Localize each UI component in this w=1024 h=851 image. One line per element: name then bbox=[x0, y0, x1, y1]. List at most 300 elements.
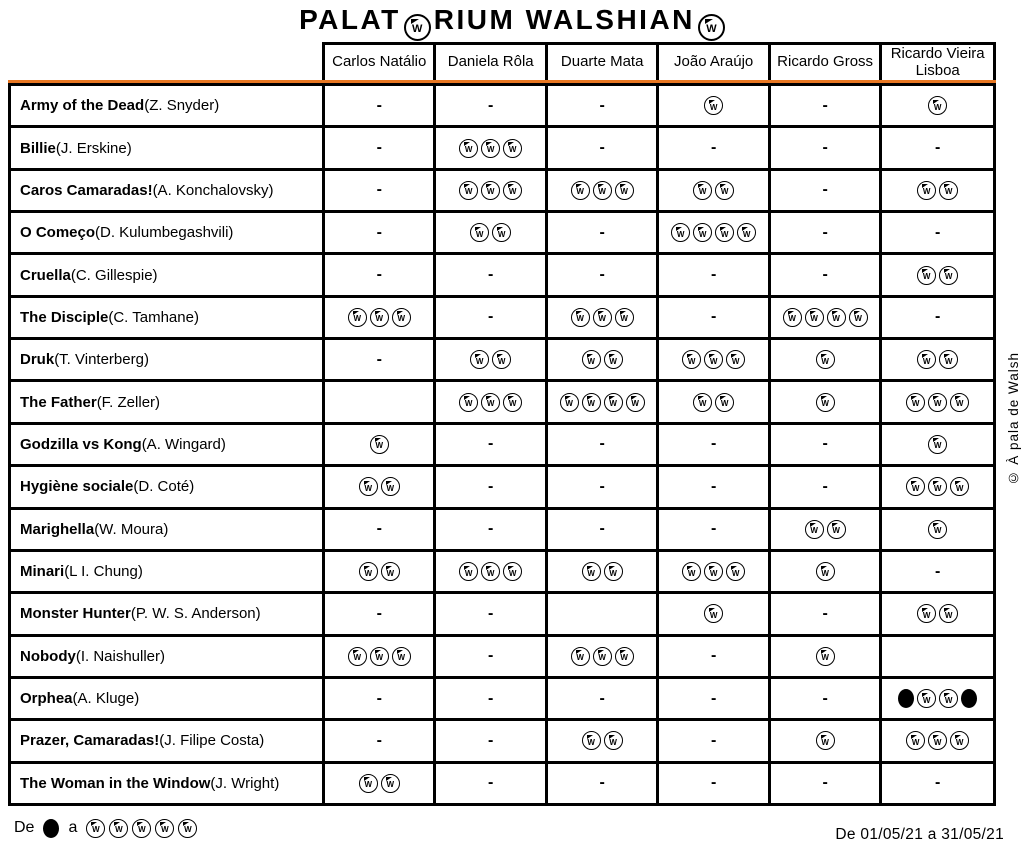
dash-mark: - bbox=[710, 266, 717, 284]
walsh-logo-icon: W bbox=[939, 350, 958, 369]
walsh-logo-icon: W bbox=[917, 181, 936, 200]
rating-cell bbox=[325, 298, 433, 337]
rating-cell bbox=[548, 213, 656, 252]
walsh-logo-icon: W bbox=[939, 604, 958, 623]
dash-mark: - bbox=[599, 96, 605, 114]
film-title: O Começo bbox=[20, 224, 96, 242]
walsh-logo-icon: W bbox=[928, 393, 947, 412]
rating-cell bbox=[325, 552, 433, 591]
walsh-logo-icon: W bbox=[827, 308, 846, 327]
rating-cell bbox=[325, 128, 433, 167]
walsh-logo-icon: W bbox=[481, 562, 500, 581]
rating-cell bbox=[548, 637, 656, 676]
walsh-logo-icon: W bbox=[481, 181, 500, 200]
walsh-logo-icon: W bbox=[571, 181, 590, 200]
film-label bbox=[11, 679, 322, 718]
rating-cell bbox=[882, 467, 993, 506]
walsh-logo-icon: W bbox=[459, 139, 478, 158]
film-title: Caros Camaradas! bbox=[20, 181, 153, 199]
film-director: (Z. Snyder) bbox=[144, 97, 220, 115]
film-label bbox=[11, 510, 322, 549]
rating-cell bbox=[325, 86, 433, 125]
rating-cell bbox=[436, 637, 544, 676]
dash-mark: - bbox=[488, 520, 494, 538]
page-title-part-1: PALAT bbox=[299, 4, 401, 35]
film-label bbox=[11, 298, 322, 337]
rating-cell bbox=[882, 679, 993, 718]
critic-header: Daniela Rôla bbox=[436, 45, 544, 80]
rating-cell bbox=[659, 255, 767, 294]
walsh-logo-icon: W bbox=[604, 393, 623, 412]
rating-cell bbox=[882, 637, 993, 676]
rating-cell bbox=[436, 86, 544, 125]
film-label bbox=[11, 255, 322, 294]
film-label bbox=[11, 382, 322, 421]
rating-cell bbox=[325, 764, 433, 803]
walsh-logo-icon: W bbox=[715, 181, 734, 200]
rating-cell bbox=[548, 340, 656, 379]
rating-cell bbox=[882, 86, 993, 125]
rating-cell bbox=[882, 764, 993, 803]
walsh-logo-icon: W bbox=[816, 562, 835, 581]
walsh-logo-icon: W bbox=[827, 520, 846, 539]
rating-cell bbox=[325, 594, 433, 633]
rating-cell bbox=[771, 679, 879, 718]
walsh-logo-icon: W bbox=[459, 181, 478, 200]
rating-cell bbox=[771, 425, 879, 464]
rating-cell bbox=[659, 425, 767, 464]
rating-cell bbox=[436, 255, 544, 294]
film-director: (D. Kulumbegashvili) bbox=[95, 224, 234, 242]
rating-cell bbox=[436, 340, 544, 379]
rating-cell bbox=[882, 340, 993, 379]
walsh-logo-icon: W bbox=[604, 731, 623, 750]
walsh-logo-icon: W bbox=[481, 139, 500, 158]
rating-cell bbox=[882, 171, 993, 210]
walsh-logo-icon bbox=[404, 0, 431, 41]
rating-cell bbox=[548, 382, 656, 421]
dash-mark: - bbox=[822, 139, 828, 157]
walsh-logo-icon: W bbox=[593, 181, 612, 200]
rating-cell bbox=[771, 382, 879, 421]
dash-mark: - bbox=[710, 689, 717, 707]
walsh-logo-icon: W bbox=[928, 477, 947, 496]
dash-mark: - bbox=[710, 647, 717, 665]
rating-cell bbox=[548, 171, 656, 210]
critics-header-row bbox=[322, 42, 996, 80]
walsh-logo-icon: W bbox=[704, 96, 723, 115]
dash-mark: - bbox=[710, 435, 717, 453]
dash-mark: - bbox=[376, 139, 382, 157]
rating-cell bbox=[659, 637, 767, 676]
dash-mark: - bbox=[376, 266, 382, 284]
film-label bbox=[11, 637, 322, 676]
rating-cell bbox=[771, 255, 879, 294]
film-director: (T. Vinterberg) bbox=[54, 351, 149, 369]
walsh-logo-icon: W bbox=[816, 393, 835, 412]
walsh-logo-icon: W bbox=[704, 604, 723, 623]
walsh-logo-icon: W bbox=[615, 308, 634, 327]
rating-cell bbox=[325, 679, 433, 718]
dash-mark: - bbox=[822, 435, 828, 453]
rating-cell bbox=[771, 86, 879, 125]
film-title: Druk bbox=[20, 351, 55, 369]
walsh-logo-icon: W bbox=[582, 731, 601, 750]
dash-mark: - bbox=[710, 774, 717, 792]
walsh-logo-icon: W bbox=[459, 562, 478, 581]
film-director: (I. Naishuller) bbox=[75, 647, 166, 665]
dash-mark: - bbox=[822, 266, 828, 284]
dash-mark: - bbox=[488, 435, 494, 453]
film-title: Marighella bbox=[20, 520, 95, 538]
walsh-logo-icon: W bbox=[906, 393, 925, 412]
dash-mark: - bbox=[822, 477, 828, 495]
dash-mark: - bbox=[935, 774, 941, 792]
walsh-logo-icon: W bbox=[849, 308, 868, 327]
legend-min-symbol bbox=[43, 819, 59, 838]
film-director: (J. Wright) bbox=[210, 774, 280, 792]
dash-mark: - bbox=[710, 477, 717, 495]
walsh-logo-icon: W bbox=[682, 562, 701, 581]
walsh-logo-icon: W bbox=[503, 562, 522, 581]
dash-mark: - bbox=[488, 731, 494, 749]
walsh-logo-icon: W bbox=[459, 393, 478, 412]
walsh-logo-icon: W bbox=[392, 647, 411, 666]
film-director: (L I. Chung) bbox=[64, 563, 143, 581]
walsh-logo-icon: W bbox=[392, 308, 411, 327]
rating-cell bbox=[659, 128, 767, 167]
dash-mark: - bbox=[822, 689, 828, 707]
film-title: Prazer, Camaradas! bbox=[20, 732, 160, 750]
walsh-logo-icon: W bbox=[381, 477, 400, 496]
dash-mark: - bbox=[488, 308, 494, 326]
rating-cell bbox=[436, 425, 544, 464]
rating-cell bbox=[771, 552, 879, 591]
walsh-logo-icon: W bbox=[928, 435, 947, 454]
rating-cell bbox=[659, 721, 767, 760]
walsh-logo-icon: W bbox=[481, 393, 500, 412]
rating-cell bbox=[659, 467, 767, 506]
walsh-logo-icon: W bbox=[604, 350, 623, 369]
rating-cell bbox=[882, 721, 993, 760]
film-label bbox=[11, 721, 322, 760]
walsh-logo-icon: W bbox=[737, 223, 756, 242]
rating-cell bbox=[436, 510, 544, 549]
walsh-logo-icon: W bbox=[86, 819, 105, 838]
rating-cell bbox=[659, 340, 767, 379]
walsh-logo-icon: W bbox=[109, 819, 128, 838]
walsh-logo-icon: W bbox=[492, 350, 511, 369]
film-label bbox=[11, 340, 322, 379]
film-title: Minari bbox=[20, 563, 65, 581]
rating-cell bbox=[771, 340, 879, 379]
walsh-logo-icon: W bbox=[726, 350, 745, 369]
rating-cell bbox=[436, 679, 544, 718]
rating-cell bbox=[771, 764, 879, 803]
rating-cell bbox=[882, 213, 993, 252]
walsh-logo-icon: W bbox=[178, 819, 197, 838]
dash-mark: - bbox=[488, 647, 494, 665]
walsh-logo-icon: W bbox=[783, 308, 802, 327]
rating-cell bbox=[325, 255, 433, 294]
walsh-logo-icon: W bbox=[370, 647, 389, 666]
rating-cell bbox=[882, 425, 993, 464]
dash-mark: - bbox=[822, 604, 828, 622]
film-director: (A. Wingard) bbox=[141, 435, 226, 453]
rating-cell bbox=[659, 213, 767, 252]
walsh-logo-icon: W bbox=[582, 562, 601, 581]
film-title: The Disciple bbox=[20, 308, 109, 326]
dash-mark: - bbox=[710, 520, 717, 538]
film-director: (A. Kluge) bbox=[72, 690, 140, 708]
dash-mark: - bbox=[822, 96, 828, 114]
walsh-logo-icon: W bbox=[492, 223, 511, 242]
rating-cell bbox=[325, 340, 433, 379]
rating-cell bbox=[436, 467, 544, 506]
dash-mark: - bbox=[935, 139, 941, 157]
dash-mark: - bbox=[822, 774, 828, 792]
legend-from-label: De bbox=[14, 819, 35, 836]
rating-cell bbox=[436, 298, 544, 337]
film-director: (J. Filipe Costa) bbox=[159, 732, 265, 750]
dash-mark: - bbox=[599, 477, 605, 495]
rating-cell bbox=[548, 510, 656, 549]
dash-mark: - bbox=[599, 435, 605, 453]
rating-cell bbox=[882, 510, 993, 549]
film-director: (P. W. S. Anderson) bbox=[130, 605, 261, 623]
dash-mark: - bbox=[710, 731, 717, 749]
dash-mark: - bbox=[488, 477, 494, 495]
walsh-logo-icon: W bbox=[698, 14, 725, 41]
rating-cell bbox=[659, 552, 767, 591]
page-title-part-2: RIUM WALSHIAN bbox=[433, 4, 695, 35]
film-label bbox=[11, 764, 322, 803]
walsh-logo-icon: W bbox=[560, 393, 579, 412]
walsh-logo-icon: W bbox=[917, 266, 936, 285]
rating-cell bbox=[771, 128, 879, 167]
rating-cell bbox=[548, 764, 656, 803]
rating-cell bbox=[659, 298, 767, 337]
walsh-logo-icon: W bbox=[928, 96, 947, 115]
walsh-logo-icon: W bbox=[381, 562, 400, 581]
walsh-logo-icon: W bbox=[593, 647, 612, 666]
rating-cell bbox=[882, 594, 993, 633]
rating-cell bbox=[659, 679, 767, 718]
walsh-logo-icon: W bbox=[359, 477, 378, 496]
rating-cell bbox=[659, 171, 767, 210]
critic-header: Ricardo Vieira Lisboa bbox=[882, 45, 993, 80]
walsh-logo-icon: W bbox=[359, 562, 378, 581]
film-label bbox=[11, 552, 322, 591]
walsh-logo-icon: W bbox=[693, 223, 712, 242]
walsh-logo-icon: W bbox=[370, 435, 389, 454]
walsh-logo-icon: W bbox=[906, 731, 925, 750]
walsh-logo-icon: W bbox=[582, 393, 601, 412]
dot-icon bbox=[961, 689, 977, 708]
walsh-logo-icon: W bbox=[503, 139, 522, 158]
dash-mark: - bbox=[376, 181, 382, 199]
walsh-logo-icon: W bbox=[381, 774, 400, 793]
dash-mark: - bbox=[599, 139, 605, 157]
rating-cell bbox=[436, 128, 544, 167]
walsh-logo-icon: W bbox=[593, 308, 612, 327]
rating-cell bbox=[548, 298, 656, 337]
dash-mark: - bbox=[376, 604, 382, 622]
rating-cell bbox=[882, 298, 993, 337]
film-title: Army of the Dead bbox=[20, 97, 145, 115]
walsh-logo-icon: W bbox=[571, 647, 590, 666]
rating-cell bbox=[882, 128, 993, 167]
rating-cell bbox=[325, 382, 433, 421]
rating-cell bbox=[771, 721, 879, 760]
film-title: The Father bbox=[20, 393, 97, 411]
rating-cell bbox=[771, 594, 879, 633]
walsh-logo-icon: W bbox=[715, 393, 734, 412]
walsh-logo-icon: W bbox=[604, 562, 623, 581]
film-title: Monster Hunter bbox=[20, 605, 131, 623]
rating-cell bbox=[659, 382, 767, 421]
dash-mark: - bbox=[488, 96, 494, 114]
walsh-logo-icon: W bbox=[503, 181, 522, 200]
walsh-logo-icon: W bbox=[704, 350, 723, 369]
dash-mark: - bbox=[935, 308, 941, 326]
walsh-logo-icon: W bbox=[615, 647, 634, 666]
dash-mark: - bbox=[376, 689, 382, 707]
walsh-logo-icon: W bbox=[571, 308, 590, 327]
film-label bbox=[11, 594, 322, 633]
rating-cell bbox=[548, 128, 656, 167]
walsh-logo-icon: W bbox=[917, 604, 936, 623]
rating-cell bbox=[436, 764, 544, 803]
copyright-vertical-text: © À pala de Walsh bbox=[1006, 352, 1021, 486]
dash-mark: - bbox=[935, 223, 941, 241]
rating-cell bbox=[882, 552, 993, 591]
dash-mark: - bbox=[935, 562, 941, 580]
walsh-logo-icon: W bbox=[582, 350, 601, 369]
rating-cell bbox=[436, 552, 544, 591]
rating-cell bbox=[882, 382, 993, 421]
walsh-logo-icon: W bbox=[816, 731, 835, 750]
walsh-logo-icon: W bbox=[950, 393, 969, 412]
film-label bbox=[11, 213, 322, 252]
critic-header: Carlos Natálio bbox=[325, 45, 433, 80]
rating-cell bbox=[771, 467, 879, 506]
dash-mark: - bbox=[599, 266, 605, 284]
film-director: (C. Gillespie) bbox=[70, 266, 158, 284]
dash-mark: - bbox=[376, 350, 382, 368]
walsh-logo-icon: W bbox=[404, 14, 431, 41]
rating-cell bbox=[771, 298, 879, 337]
rating-scale-legend bbox=[14, 813, 197, 843]
legend-to-label: a bbox=[68, 819, 78, 836]
rating-cell bbox=[325, 213, 433, 252]
rating-cell bbox=[436, 171, 544, 210]
dash-mark: - bbox=[376, 223, 382, 241]
walsh-logo-icon: W bbox=[917, 350, 936, 369]
dot-icon bbox=[43, 819, 59, 838]
walsh-logo-icon: W bbox=[805, 308, 824, 327]
rating-cell bbox=[436, 382, 544, 421]
walsh-logo-icon: W bbox=[132, 819, 151, 838]
dash-mark: - bbox=[599, 689, 605, 707]
film-label bbox=[11, 425, 322, 464]
film-director: (D. Coté) bbox=[133, 478, 195, 496]
ratings-table bbox=[8, 83, 996, 806]
walsh-logo-icon: W bbox=[950, 477, 969, 496]
rating-cell bbox=[436, 213, 544, 252]
walsh-logo-icon: W bbox=[470, 350, 489, 369]
film-title: Orphea bbox=[20, 690, 73, 708]
rating-cell bbox=[882, 255, 993, 294]
walsh-logo-icon: W bbox=[359, 774, 378, 793]
rating-cell bbox=[325, 510, 433, 549]
film-director: (C. Tamhane) bbox=[108, 308, 199, 326]
film-title: Cruella bbox=[20, 266, 71, 284]
rating-cell bbox=[548, 255, 656, 294]
critic-header: Duarte Mata bbox=[548, 45, 656, 80]
dash-mark: - bbox=[822, 181, 828, 199]
rating-cell bbox=[436, 594, 544, 633]
film-director: (W. Moura) bbox=[94, 520, 169, 538]
film-title: The Woman in the Window bbox=[20, 774, 211, 792]
rating-cell bbox=[436, 721, 544, 760]
walsh-logo-icon: W bbox=[928, 731, 947, 750]
walsh-logo-icon: W bbox=[693, 181, 712, 200]
dash-mark: - bbox=[376, 96, 382, 114]
film-label bbox=[11, 171, 322, 210]
walsh-logo-icon: W bbox=[816, 350, 835, 369]
rating-cell bbox=[325, 467, 433, 506]
film-label bbox=[11, 86, 322, 125]
rating-cell bbox=[771, 171, 879, 210]
dash-mark: - bbox=[376, 731, 382, 749]
film-director: (J. Erskine) bbox=[55, 139, 132, 157]
dash-mark: - bbox=[376, 520, 382, 538]
rating-cell bbox=[325, 637, 433, 676]
film-title: Hygiène sociale bbox=[20, 478, 134, 496]
rating-cell bbox=[325, 721, 433, 760]
critic-header: João Araújo bbox=[659, 45, 767, 80]
walsh-logo-icon: W bbox=[615, 181, 634, 200]
walsh-logo-icon: W bbox=[906, 477, 925, 496]
dash-mark: - bbox=[710, 139, 717, 157]
rating-cell bbox=[771, 637, 879, 676]
walsh-logo-icon: W bbox=[626, 393, 645, 412]
date-range: De 01/05/21 a 31/05/21 bbox=[835, 826, 1004, 843]
walsh-logo-icon: W bbox=[348, 308, 367, 327]
dash-mark: - bbox=[599, 223, 605, 241]
walsh-logo-icon: W bbox=[928, 520, 947, 539]
critic-header: Ricardo Gross bbox=[771, 45, 879, 80]
walsh-logo-icon: W bbox=[155, 819, 174, 838]
walsh-logo-icon: W bbox=[726, 562, 745, 581]
walsh-logo-icon: W bbox=[939, 181, 958, 200]
rating-cell bbox=[548, 594, 656, 633]
film-title: Godzilla vs Kong bbox=[20, 435, 142, 453]
film-director: (A. Konchalovsky) bbox=[152, 181, 274, 199]
rating-cell bbox=[325, 171, 433, 210]
dash-mark: - bbox=[488, 266, 494, 284]
film-title: Nobody bbox=[20, 647, 76, 665]
rating-cell bbox=[771, 213, 879, 252]
rating-cell bbox=[659, 764, 767, 803]
film-director: (F. Zeller) bbox=[96, 393, 161, 411]
film-label bbox=[11, 467, 322, 506]
rating-cell bbox=[548, 425, 656, 464]
walsh-logo-icon: W bbox=[939, 689, 958, 708]
walsh-logo-icon: W bbox=[682, 350, 701, 369]
dot-icon bbox=[898, 689, 914, 708]
